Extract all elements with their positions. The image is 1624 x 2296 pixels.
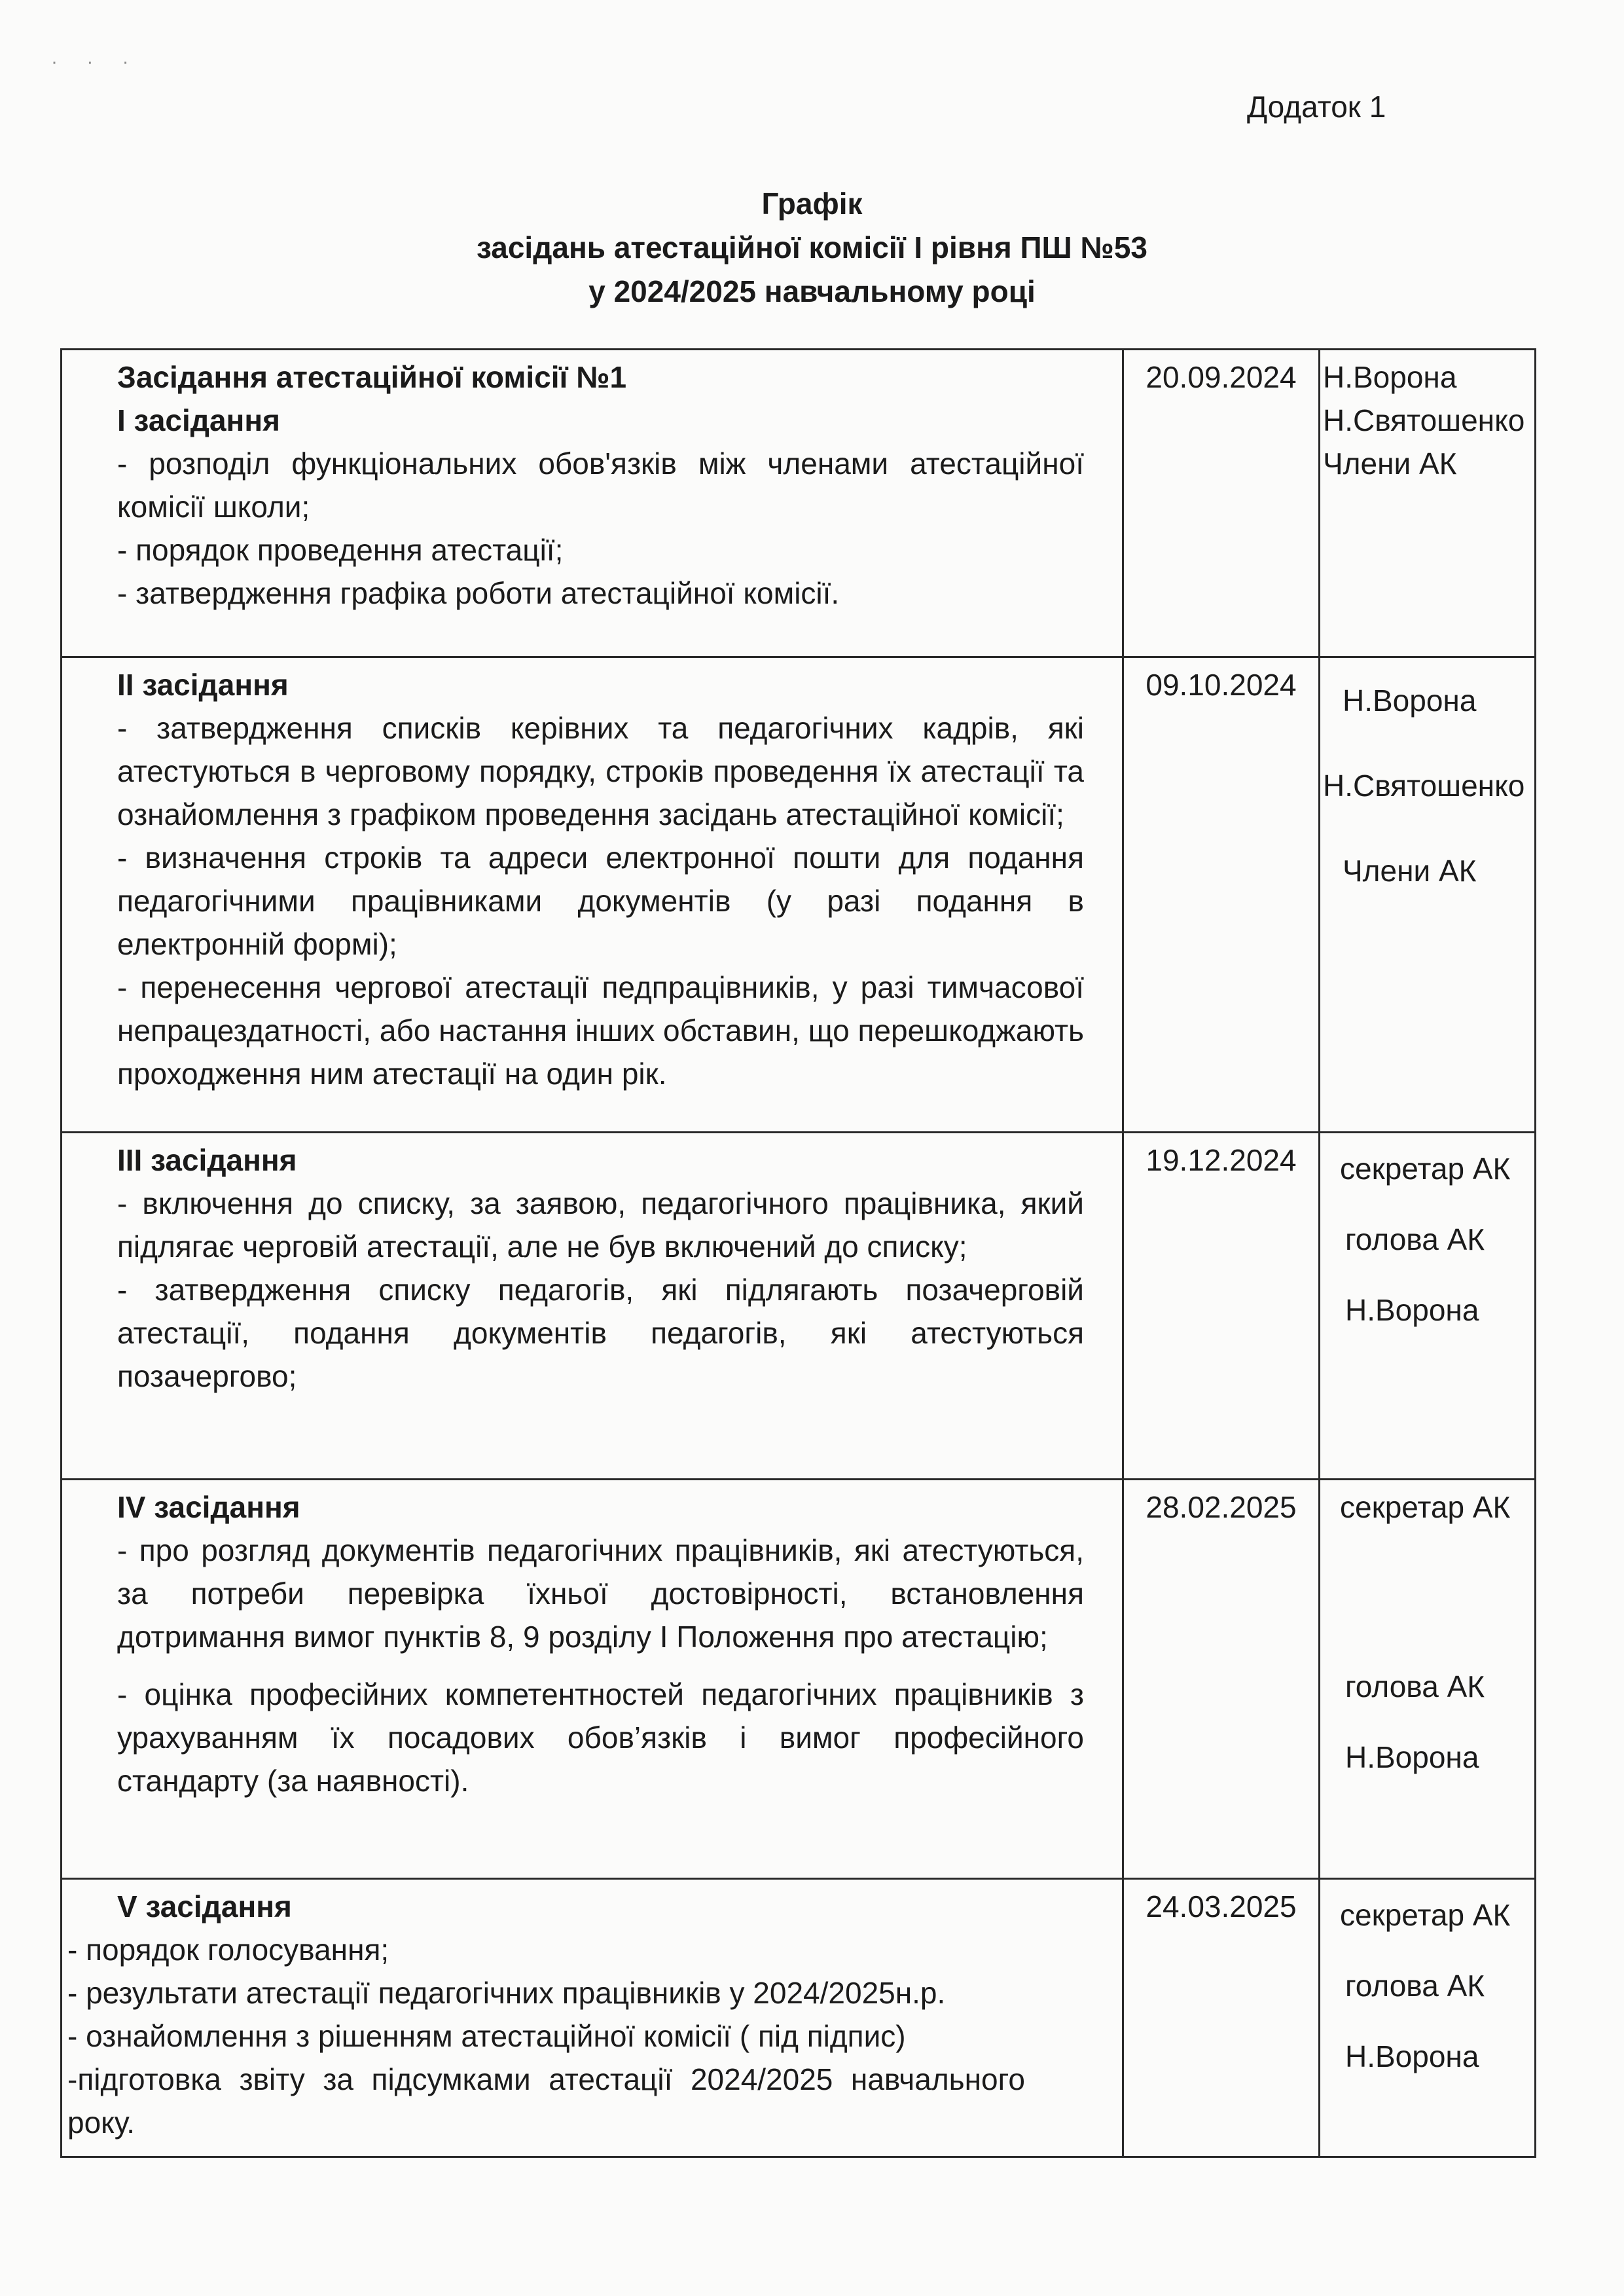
- responsible-person: голова АК: [1345, 1969, 1485, 2003]
- table-row: [62, 350, 1536, 657]
- scan-specks: · · ·: [51, 51, 141, 73]
- agenda-item: - затвердження списків керівних та педагогічних кадрів, які атестуються в черговому порядку, строків проведення їх атестації та ознайомлення з графіком проведення засідань атестаційної комісії;: [117, 711, 1084, 831]
- responsible-person: Н.Святошенко: [1323, 769, 1525, 803]
- agenda-item: - порядок голосування;: [67, 1933, 389, 1967]
- responsible-cell: [1320, 1879, 1536, 2157]
- title-line: Графік: [761, 187, 863, 221]
- table-row: [62, 657, 1536, 1133]
- agenda-item: - порядок проведення атестації;: [117, 533, 564, 567]
- responsible-cell: [1320, 1480, 1536, 1879]
- meeting-heading: IV засідання: [117, 1490, 300, 1524]
- agenda-item: - включення до списку, за заявою, педагогічного працівника, який підлягає черговій атестації, але не був включений до списку;: [117, 1186, 1084, 1264]
- table-row: [62, 1133, 1536, 1480]
- addendum-label: Додаток 1: [1247, 90, 1386, 124]
- meeting-heading: I засідання: [117, 403, 280, 437]
- responsible-person: голова АК: [1345, 1669, 1485, 1704]
- responsible-person: Н.Ворона: [1345, 2039, 1479, 2073]
- table-row: [62, 1879, 1536, 2157]
- responsible-person: секретар АК: [1340, 1152, 1511, 1186]
- agenda-item: - затвердження графіка роботи атестаційної комісії.: [117, 576, 840, 610]
- responsible-person: голова АК: [1345, 1222, 1485, 1256]
- agenda-item: - ознайомлення з рішенням атестаційної комісії ( під підпис): [67, 2019, 906, 2053]
- agenda-item: - перенесення чергової атестації педпрацівників, у разі тимчасової непрацездатності, або настання інших обставин, що перешкоджають проходження ним атестації на один рік.: [117, 970, 1084, 1091]
- responsible-person: Н.Ворона: [1345, 1293, 1479, 1327]
- document-title: [0, 182, 1624, 314]
- meeting-agenda-cell: [62, 1879, 1123, 2157]
- title-line: у 2024/2025 навчальному році: [588, 274, 1036, 308]
- meeting-heading: II засідання: [117, 668, 289, 702]
- responsible-person: Н.Ворона: [1343, 683, 1477, 718]
- meeting-date: 20.09.2024: [1123, 350, 1320, 657]
- meeting-date: 19.12.2024: [1123, 1133, 1320, 1480]
- responsible-cell: [1320, 1133, 1536, 1480]
- agenda-item: - оцінка професійних компетентностей педагогічних працівників з урахуванням їх посадових обов’язків і вимог професійного стандарту (за наявності).: [117, 1677, 1084, 1798]
- agenda-item: - результати атестації педагогічних працівників у 2024/2025н.р.: [67, 1976, 946, 2010]
- responsible-cell: [1320, 657, 1536, 1133]
- meeting-agenda-cell: [62, 350, 1123, 657]
- meeting-heading: V засідання: [117, 1889, 292, 1923]
- agenda-item: - про розгляд документів педагогічних працівників, які атестуються, за потреби перевірка їхньої достовірності, встановлення дотримання вимог пунктів 8, 9 розділу І Положення про атестацію;: [117, 1533, 1084, 1654]
- meeting-date: 28.02.2025: [1123, 1480, 1320, 1879]
- responsible-person: Н.Святошенко: [1323, 403, 1525, 437]
- agenda-item: -підготовка звіту за підсумками атестації 2024/2025 навчального року.: [67, 2062, 1025, 2140]
- responsible-cell: [1320, 350, 1536, 657]
- meeting-agenda-cell: [62, 1133, 1123, 1480]
- meeting-date: 24.03.2025: [1123, 1879, 1320, 2157]
- title-line: засідань атестаційної комісії І рівня ПШ №53: [477, 230, 1147, 264]
- meeting-agenda-cell: [62, 1480, 1123, 1879]
- responsible-person: Н.Ворона: [1345, 1740, 1479, 1774]
- agenda-item: - затвердження списку педагогів, які підлягають позачерговій атестації, подання документів педагогів, які атестуються позачергово;: [117, 1273, 1084, 1393]
- meeting-agenda-cell: [62, 657, 1123, 1133]
- table-row: [62, 1480, 1536, 1879]
- responsible-person: секретар АК: [1340, 1898, 1511, 1932]
- agenda-item: - визначення строків та адреси електронної пошти для подання педагогічними працівниками документів (у разі подання в електронній формі);: [117, 841, 1084, 961]
- responsible-person: Члени АК: [1323, 446, 1457, 481]
- meeting-title: Засідання атестаційної комісії №1: [117, 360, 627, 394]
- responsible-person: секретар АК: [1340, 1490, 1511, 1524]
- meeting-schedule-table: [60, 348, 1536, 2158]
- agenda-item: - розподіл функціональних обов'язків між членами атестаційної комісії школи;: [117, 446, 1084, 524]
- meeting-heading: III засідання: [117, 1143, 297, 1177]
- meeting-date: 09.10.2024: [1123, 657, 1320, 1133]
- responsible-person: Н.Ворона: [1323, 360, 1457, 394]
- responsible-person: Члени АК: [1343, 854, 1477, 888]
